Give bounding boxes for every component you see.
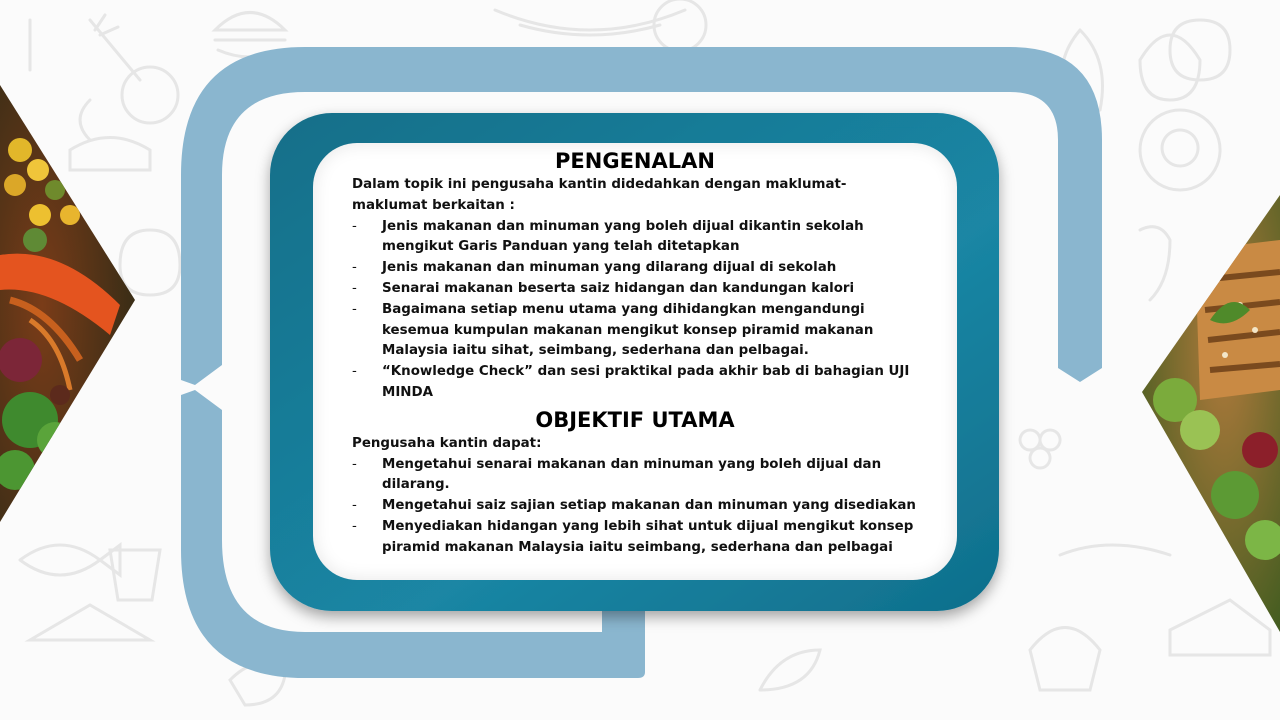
objective-list [352,455,918,559]
list-item-text: Senarai makanan beserta saiz hidangan dan kandungan kalori [382,280,855,296]
bullet-marker: - [352,260,357,276]
bullet-marker: - [352,498,357,514]
list-item [352,517,918,559]
intro-title: PENGENALAN [555,149,715,173]
bullet-marker: - [352,280,357,296]
content-text [352,147,918,559]
list-item [352,217,918,259]
bullet-marker: - [352,364,357,380]
list-item [352,362,918,404]
list-item-text: Mengetahui senarai makanan dan minuman yang boleh dijual dan dilarang. [382,456,882,493]
intro-list [352,217,918,404]
bullet-marker: - [352,218,357,234]
bullet-marker: - [352,301,357,317]
list-item [352,258,918,279]
list-item-text: Mengetahui saiz sajian setiap makanan dan minuman yang disediakan [382,498,916,514]
list-item-text: Menyediakan hidangan yang lebih sihat untuk dijual mengikut konsep piramid makanan Malaysia iaitu seimbang, sederhana dan pelbagai [382,518,914,555]
list-item [352,455,918,497]
list-item-text: “Knowledge Check” dan sesi praktikal pada akhir bab di bahagian UJI MINDA [382,364,910,400]
bullet-marker: - [352,456,357,472]
intro-lead: Dalam topik ini pengusaha kantin didedahkan dengan maklumat-maklumat berkaitan : [352,177,847,213]
list-item [352,300,918,362]
list-item-text: Bagaimana setiap menu utama yang dihidangkan mengandungi kesemua kumpulan makanan mengikut konsep piramid makanan Malaysia iaitu sihat, seimbang, sederhana dan pelbagai. [382,301,874,359]
bullet-marker: - [352,518,357,534]
list-item [352,496,918,517]
list-item [352,279,918,300]
list-item-text: Jenis makanan dan minuman yang dilarang dijual di sekolah [382,260,837,276]
objective-title: OBJEKTIF UTAMA [535,407,735,432]
objective-lead: Pengusaha kantin dapat: [352,435,542,451]
list-item-text: Jenis makanan dan minuman yang boleh dijual dikantin sekolah mengikut Garis Panduan yang telah ditetapkan [382,218,864,255]
